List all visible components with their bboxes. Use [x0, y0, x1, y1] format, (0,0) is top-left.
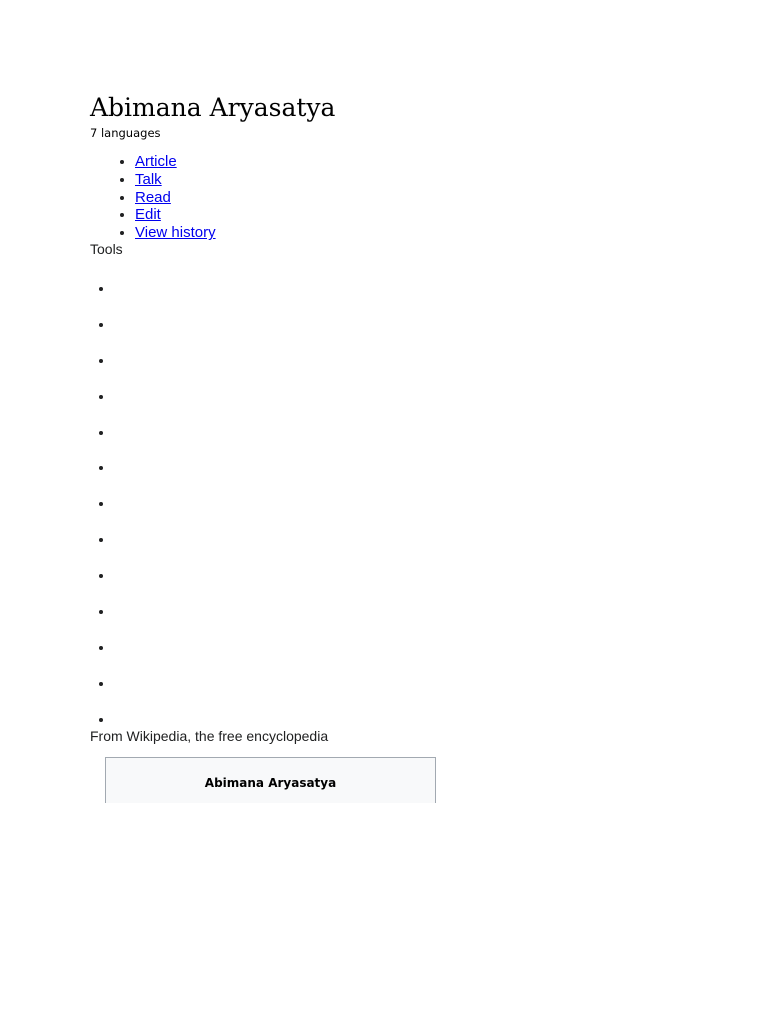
tools-list [90, 279, 114, 746]
infobox [105, 757, 436, 803]
page-views-nav [90, 153, 216, 242]
nav-item-edit [135, 206, 216, 224]
infobox-title: Abimana Aryasatya [204, 776, 337, 790]
site-tagline: From Wikipedia, the free encyclopedia [90, 728, 329, 744]
tools-menu-label[interactable]: Tools [90, 241, 123, 257]
tab-read[interactable]: Read [135, 188, 171, 206]
language-count-button[interactable]: 7 languages [90, 126, 161, 140]
nav-item-article [135, 153, 216, 171]
tab-edit[interactable]: Edit [135, 206, 161, 224]
nav-item-view-history [135, 224, 216, 242]
tab-view-history[interactable]: View history [135, 224, 216, 242]
tab-article[interactable]: Article [135, 153, 177, 170]
page-title: Abimana Aryasatya [90, 93, 336, 122]
nav-item-read [135, 189, 216, 207]
tab-talk[interactable]: Talk [135, 170, 162, 188]
nav-item-talk [135, 171, 216, 189]
